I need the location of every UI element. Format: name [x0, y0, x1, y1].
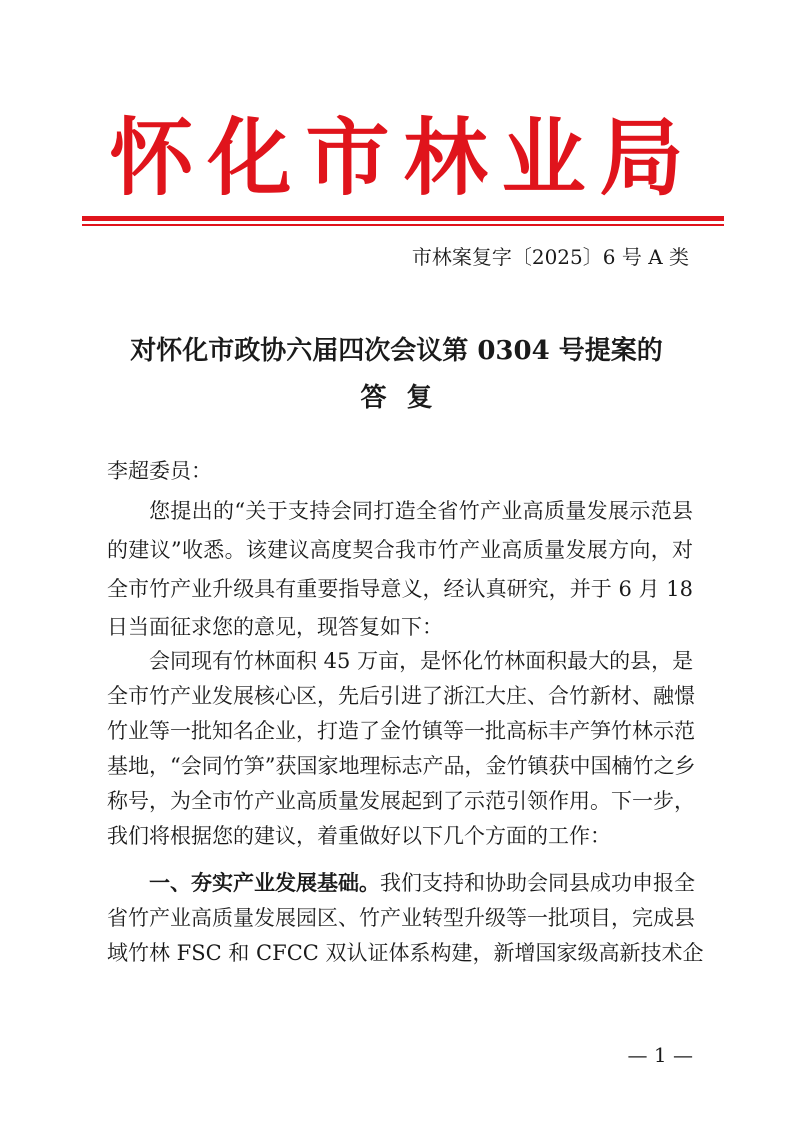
document-title-line2: 答复 — [360, 383, 453, 413]
body-line: 竹业等一批知名企业，打造了金竹镇等一批高标丰产笋竹林示范 — [107, 719, 695, 743]
document-title-line1: 对怀化市政协六届四次会议第 0304 号提案的 — [130, 336, 663, 366]
section-heading: 一、夯实产业发展基础。 — [149, 870, 380, 895]
salutation: 李超委员： — [107, 459, 212, 483]
body-text: 我们支持和协助会同县成功申报全 — [380, 871, 695, 895]
red-rule-thick — [82, 216, 724, 221]
body-line: 省竹产业高质量发展园区、竹产业转型升级等一批项目，完成县 — [107, 906, 695, 930]
body-line: 日当面征求您的意见，现答复如下： — [107, 615, 443, 639]
red-rule-thin — [82, 224, 724, 226]
body-line: 我们将根据您的建议，着重做好以下几个方面的工作： — [107, 824, 611, 848]
document-number: 市林案复字〔2025〕6 号 A 类 — [411, 245, 689, 269]
body-line: 称号，为全市竹产业高质量发展起到了示范引领作用。下一步， — [107, 789, 695, 813]
body-line: 基地，“会同竹笋”获国家地理标志产品，金竹镇获中国楠竹之乡 — [107, 754, 696, 778]
body-line: 全市竹产业升级具有重要指导意义，经认真研究，并于 6 月 18 — [107, 577, 693, 601]
page-number: — 1 — — [627, 1043, 693, 1067]
body-line-with-heading — [149, 868, 693, 898]
body-line: 的建议”收悉。该建议高度契合我市竹产业高质量发展方向，对 — [107, 538, 693, 562]
body-line: 您提出的“关于支持会同打造全省竹产业高质量发展示范县 — [149, 499, 693, 523]
body-line: 全市竹产业发展核心区，先后引进了浙江大庄、合竹新材、融憬 — [107, 684, 695, 708]
masthead-title: 怀化市林业局 — [109, 108, 698, 207]
body-line: 会同现有竹林面积 45 万亩，是怀化竹林面积最大的县，是 — [149, 649, 694, 673]
body-line: 域竹林 FSC 和 CFCC 双认证体系构建，新增国家级高新技术企 — [107, 941, 704, 965]
